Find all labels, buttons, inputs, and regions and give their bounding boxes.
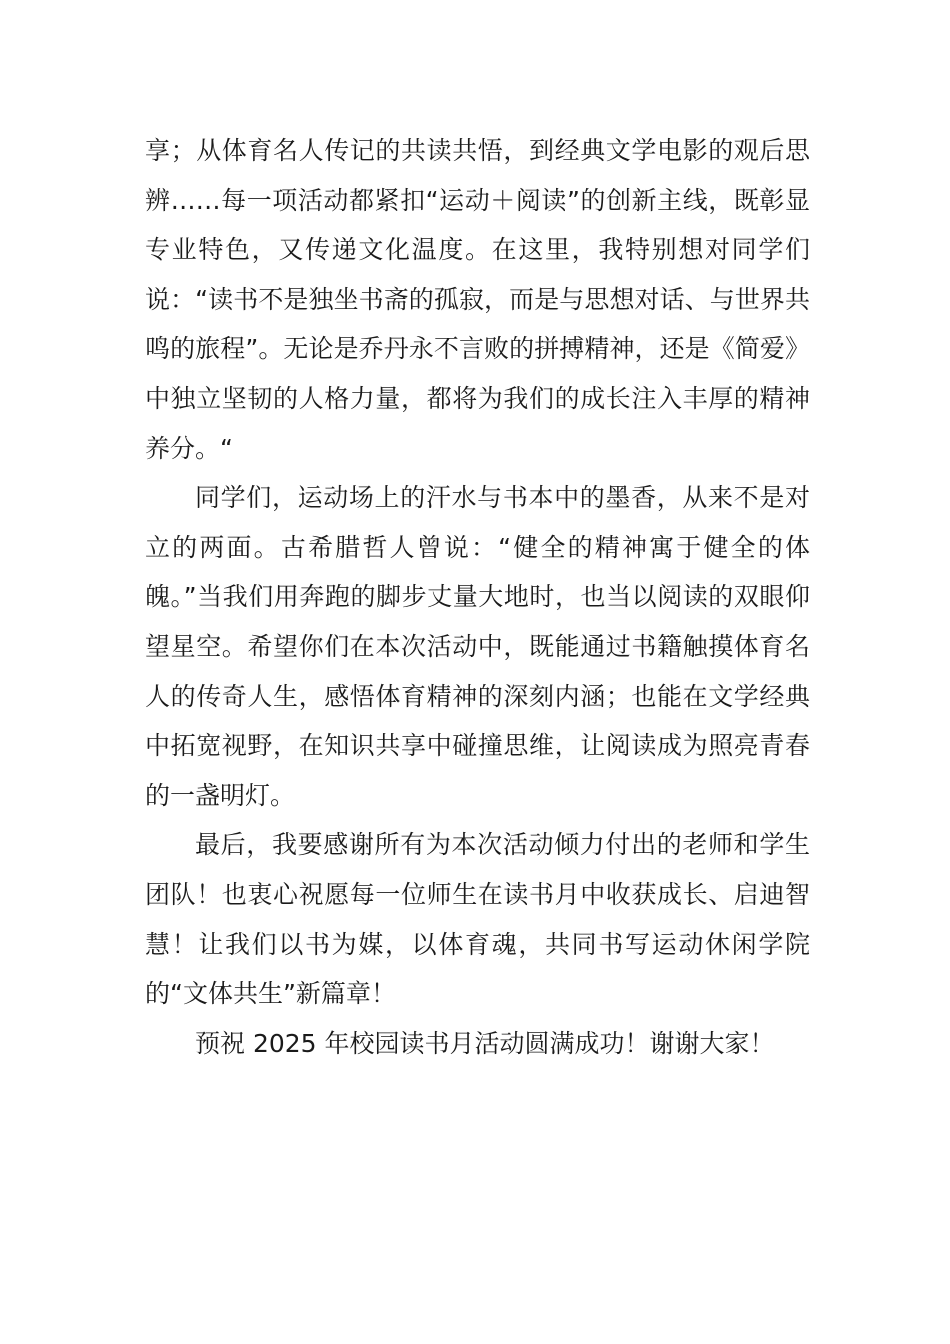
paragraph-1: 享；从体育名人传记的共读共悟，到经典文学电影的观后思辨……每一项活动都紧扣“运动＋阅读”的创新主线，既彰显专业特色，又传递文化温度。在这里，我特别想对同学们说：“读书不是独坐书斋的孤寂，而是与思想对话、与世界共鸣的旅程”。无论是乔丹永不言败的拼搏精神，还是《简爱》中独立坚韧的人格力量，都将为我们的成长注入丰厚的精神养分。“	[145, 136, 810, 463]
document-body	[145, 126, 810, 1068]
paragraph-3: 最后，我要感谢所有为本次活动倾力付出的老师和学生团队！也衷心祝愿每一位师生在读书月中收获成长、启迪智慧！让我们以书为媒，以体育魂，共同书写运动休闲学院的“文体共生”新篇章！	[145, 830, 810, 1009]
paragraph-2: 同学们，运动场上的汗水与书本中的墨香，从来不是对立的两面。古希腊哲人曾说：“健全的精神寓于健全的体魄。”当我们用奔跑的脚步丈量大地时，也当以阅读的双眼仰望星空。希望你们在本次活动中，既能通过书籍触摸体育名人的传奇人生，感悟体育精神的深刻内涵；也能在文学经典中拓宽视野，在知识共享中碰撞思维，让阅读成为照亮青春的一盏明灯。	[145, 483, 810, 810]
paragraph-4: 预祝 2025 年校园读书月活动圆满成功！谢谢大家！	[195, 1028, 775, 1058]
